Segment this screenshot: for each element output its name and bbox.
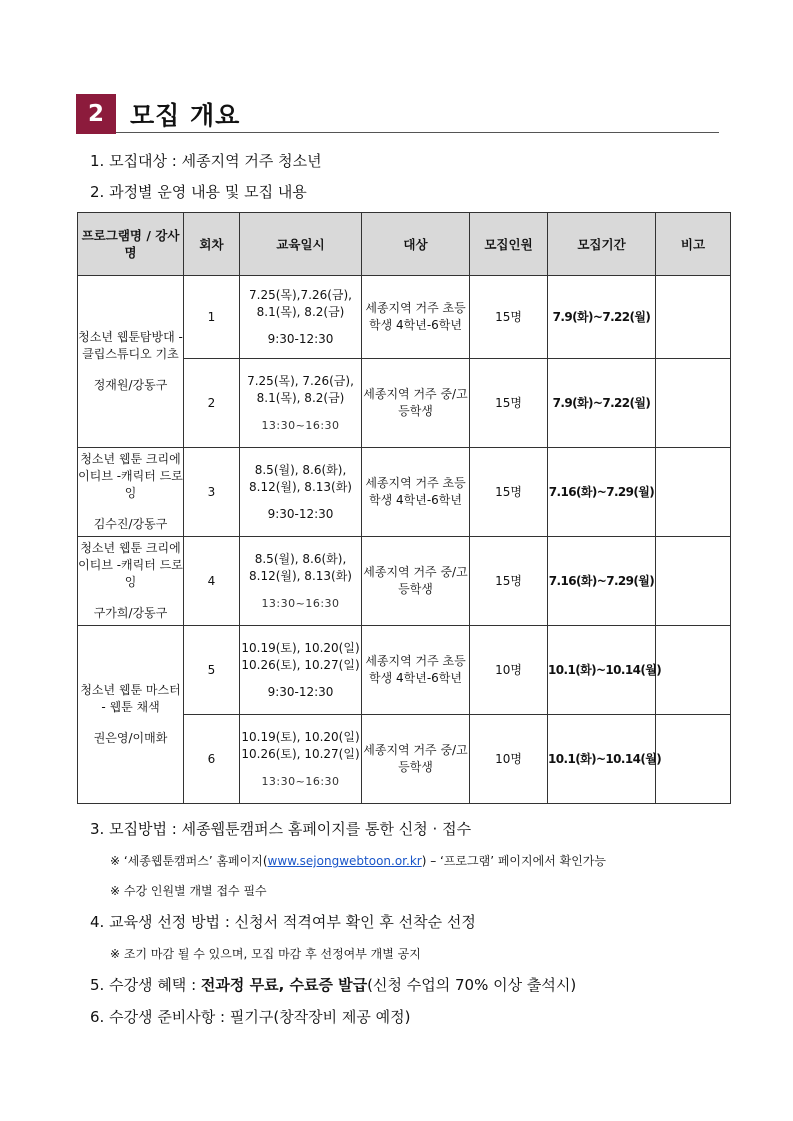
schedule-cell	[240, 626, 362, 715]
schedule-time: 13:30~16:30	[261, 774, 340, 788]
note-cell	[656, 448, 731, 537]
program-cell	[78, 537, 184, 626]
table-row	[78, 537, 731, 626]
program-name: 청소년 웹툰 크리에이티브 -캐릭터 드로잉	[78, 452, 183, 500]
note-cell	[656, 626, 731, 715]
program-instructor: 구가희/강동구	[93, 606, 168, 620]
section-title: 모집 개요	[130, 101, 241, 130]
benefits-label: 5. 수강생 혜택 :	[90, 976, 201, 994]
program-instructor: 정재원/강동구	[93, 378, 168, 392]
program-cell	[78, 276, 184, 448]
note-cell	[656, 359, 731, 448]
preparation-item: 6. 수강생 준비사항 : 필기구(창작장비 제공 예정)	[90, 1008, 411, 1026]
session-cell: 6	[184, 715, 240, 804]
table-header-row	[78, 213, 731, 276]
header-schedule: 교육일시	[240, 213, 362, 276]
capacity-cell: 15명	[470, 537, 548, 626]
selection-method-item: 4. 교육생 선정 방법 : 신청서 적격여부 확인 후 선착순 선정	[90, 913, 476, 931]
homepage-link[interactable]: www.sejongwebtoon.or.kr	[267, 854, 422, 868]
schedule-dates: 7.25(목),7.26(금), 8.1(목), 8.2(금)	[249, 287, 352, 319]
benefits-highlight: 전과정 무료, 수료증 발급	[200, 976, 368, 994]
schedule-time: 9:30-12:30	[267, 506, 334, 521]
benefits-item	[90, 974, 576, 995]
period-cell: 7.9(화)~7.22(월)	[548, 359, 656, 448]
homepage-note	[110, 852, 606, 869]
target-cell: 세종지역 거주 중/고등학생	[362, 537, 470, 626]
recruit-target-item: 1. 모집대상 : 세종지역 거주 청소년	[90, 152, 322, 170]
early-close-note: ※ 조기 마감 될 수 있으며, 모집 마감 후 선정여부 개별 공지	[110, 947, 421, 961]
target-cell: 세종지역 거주 초등학생 4학년-6학년	[362, 448, 470, 537]
program-cell	[78, 626, 184, 804]
capacity-cell: 10명	[470, 715, 548, 804]
note-cell	[656, 537, 731, 626]
benefits-condition: (신청 수업의 70% 이상 출석시)	[367, 976, 577, 994]
schedule-dates: 7.25(목), 7.26(금), 8.1(목), 8.2(금)	[247, 373, 354, 405]
note-cell	[656, 276, 731, 359]
capacity-cell: 15명	[470, 359, 548, 448]
schedule-cell	[240, 537, 362, 626]
session-cell: 4	[184, 537, 240, 626]
session-cell: 3	[184, 448, 240, 537]
schedule-cell	[240, 359, 362, 448]
schedule-cell	[240, 276, 362, 359]
program-name: 청소년 웹툰탐방대 -클립스튜디오 기초	[78, 330, 183, 361]
homepage-note-suffix: ) – ‘프로그램’ 페이지에서 확인가능	[421, 854, 606, 868]
program-instructor: 김수진/강동구	[93, 517, 168, 531]
note-cell	[656, 715, 731, 804]
individual-application-note: ※ 수강 인원별 개별 접수 필수	[110, 884, 267, 898]
homepage-note-prefix: ※ ‘세종웹툰캠퍼스’ 홈페이지(	[110, 854, 268, 868]
session-cell: 1	[184, 276, 240, 359]
program-cell	[78, 448, 184, 537]
schedule-cell	[240, 715, 362, 804]
program-instructor: 권은영/이매화	[93, 731, 168, 745]
target-cell: 세종지역 거주 초등학생 4학년-6학년	[362, 276, 470, 359]
capacity-cell: 10명	[470, 626, 548, 715]
header-capacity: 모집인원	[470, 213, 548, 276]
program-name: 청소년 웹툰 마스터 - 웹툰 채색	[80, 683, 181, 714]
target-cell: 세종지역 거주 중/고등학생	[362, 359, 470, 448]
section-divider	[116, 132, 719, 133]
header-session: 회차	[184, 213, 240, 276]
recruit-method-item: 3. 모집방법 : 세종웹툰캠퍼스 홈페이지를 통한 신청 · 접수	[90, 820, 472, 838]
period-cell: 10.1(화)~10.14(월)	[548, 715, 656, 804]
schedule-time: 13:30~16:30	[261, 596, 340, 610]
program-name: 청소년 웹툰 크리에이티브 -캐릭터 드로잉	[78, 541, 183, 589]
session-cell: 2	[184, 359, 240, 448]
period-cell: 7.9(화)~7.22(월)	[548, 276, 656, 359]
table-row	[78, 276, 731, 359]
schedule-time: 9:30-12:30	[267, 684, 334, 699]
schedule-dates: 8.5(월), 8.6(화), 8.12(월), 8.13(화)	[249, 462, 352, 494]
capacity-cell: 15명	[470, 448, 548, 537]
target-cell: 세종지역 거주 중/고등학생	[362, 715, 470, 804]
session-cell: 5	[184, 626, 240, 715]
schedule-dates: 10.19(토), 10.20(일) 10.26(토), 10.27(일)	[241, 729, 360, 761]
target-cell: 세종지역 거주 초등학생 4학년-6학년	[362, 626, 470, 715]
table-row	[78, 448, 731, 537]
schedule-time: 9:30-12:30	[267, 331, 334, 346]
course-content-item: 2. 과정별 운영 내용 및 모집 내용	[90, 183, 307, 201]
schedule-time: 13:30~16:30	[261, 418, 340, 432]
table-row	[78, 626, 731, 715]
schedule-dates: 10.19(토), 10.20(일) 10.26(토), 10.27(일)	[241, 640, 360, 672]
section-number-badge: 2	[76, 94, 116, 134]
section-heading	[76, 94, 719, 134]
schedule-cell	[240, 448, 362, 537]
period-cell: 7.16(화)~7.29(월)	[548, 448, 656, 537]
header-target: 대상	[362, 213, 470, 276]
header-program: 프로그램명 / 강사명	[78, 213, 184, 276]
period-cell: 10.1(화)~10.14(월)	[548, 626, 656, 715]
capacity-cell: 15명	[470, 276, 548, 359]
header-note: 비고	[656, 213, 731, 276]
schedule-dates: 8.5(월), 8.6(화), 8.12(월), 8.13(화)	[249, 551, 352, 583]
program-table	[77, 212, 731, 804]
period-cell: 7.16(화)~7.29(월)	[548, 537, 656, 626]
header-period: 모집기간	[548, 213, 656, 276]
